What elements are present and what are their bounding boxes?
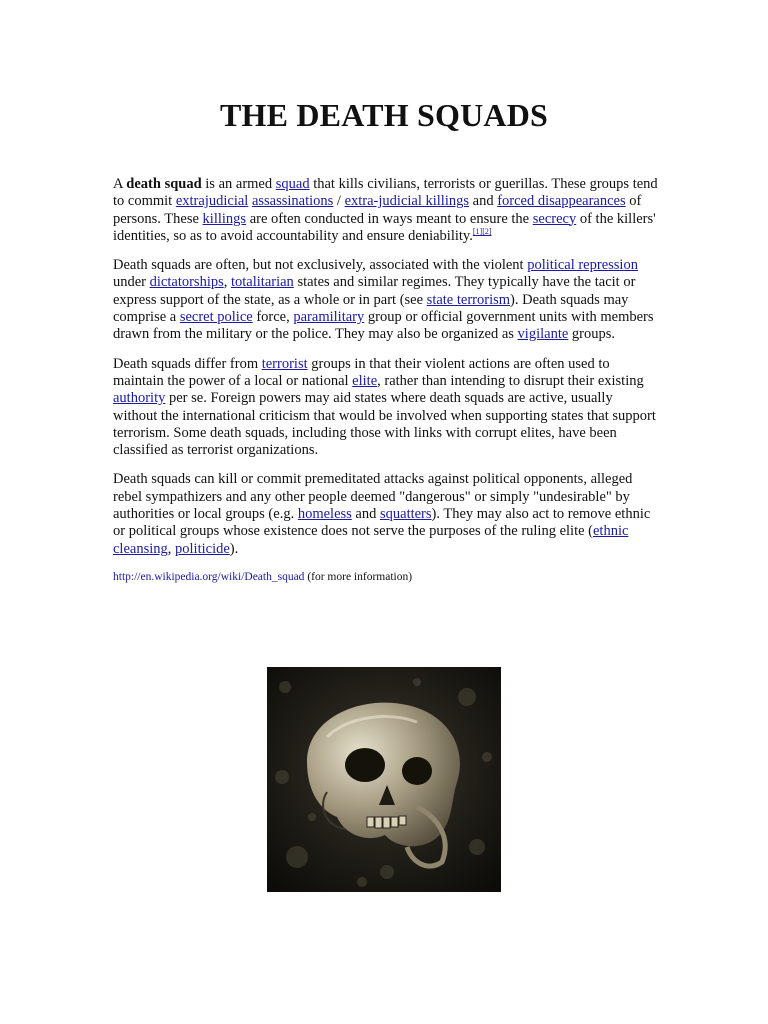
link-terrorist[interactable]: terrorist [261, 355, 308, 372]
link-elite[interactable]: elite [352, 372, 378, 389]
link-assassinations[interactable]: assassinations [251, 193, 334, 210]
link-killings[interactable]: killings [202, 210, 247, 227]
link-politicide[interactable]: politicide [175, 540, 230, 557]
link-secrecy[interactable]: secrecy [532, 210, 577, 227]
paragraph-association [113, 257, 658, 343]
source-line [113, 570, 658, 584]
skull-photo [267, 667, 501, 892]
text: per se. Foreign powers may aid states where death squads are active, usually without the international criticism that would be involved when supporting states that support terrorism. Some death squads, including those with links with corrupt elites, have been classified as terrorist organizations. [113, 390, 656, 459]
text: force, [252, 309, 294, 326]
text: Death squads are often, but not exclusively, associated with the violent [113, 257, 528, 274]
article-body [113, 176, 658, 596]
text: groups in that their violent actions are often used to maintain the power of a local or national [113, 355, 610, 389]
text: and [469, 193, 498, 210]
paragraph-difference [113, 356, 658, 460]
citation-1[interactable]: [1] [472, 226, 483, 236]
link-authority[interactable]: authority [113, 390, 166, 407]
link-forced-disappearances[interactable]: forced disappearances [497, 193, 626, 210]
link-squad[interactable]: squad [275, 176, 310, 192]
link-extrajudicial[interactable]: extrajudicial [175, 193, 249, 210]
link-vigilante[interactable]: vigilante [517, 326, 569, 343]
text: , [167, 540, 176, 557]
text: A [113, 176, 127, 192]
text: under [113, 274, 150, 291]
link-ethnic-cleansing[interactable]: ethnic cleansing [113, 523, 629, 557]
text: , rather than intending to disrupt their existing [377, 372, 644, 389]
text: of persons. These [113, 193, 642, 227]
source-url-link[interactable]: http://en.wikipedia.org/wiki/Death_squad [113, 570, 305, 583]
text: group or official government units with members drawn from the military or the police. They may also be organized as [113, 309, 654, 343]
text: , [223, 274, 231, 291]
citations [473, 227, 492, 236]
text: / [333, 193, 345, 210]
text: of the killers' identities, so as to avoid accountability and ensure deniability. [113, 210, 656, 244]
text: is an armed [201, 176, 276, 192]
text: ). [229, 540, 239, 557]
text: Death squads differ from [113, 355, 262, 372]
link-homeless[interactable]: homeless [297, 506, 352, 523]
link-political-repression[interactable]: political repression [527, 257, 638, 274]
page-title: THE DEATH SQUADS [219, 97, 548, 133]
text: ). They may also act to remove ethnic or political groups whose existence does not serve the purposes of the ruling elite ( [113, 506, 651, 540]
paragraph-intro [113, 176, 658, 245]
text: ). Death squads may comprise a [113, 291, 629, 326]
term-death-squad: death squad [126, 176, 202, 192]
citation-2[interactable]: [2] [482, 226, 492, 236]
text: states and similar regimes. They typically have the tacit or express support of the state, as a whole or in part (see [113, 274, 636, 308]
link-extra-judicial-killings[interactable]: extra-judicial killings [344, 193, 470, 210]
text: groups. [568, 326, 616, 343]
paragraph-targets [113, 471, 658, 557]
text: and [351, 506, 380, 523]
text: Death squads can kill or commit premeditated attacks against political opponents, alleged rebel sympathizers and any other people deemed "dangerous" or simply "undesirable" by authorities or local groups (e.g. [113, 471, 633, 523]
text: are often conducted in ways meant to ensure the [246, 210, 533, 227]
link-state-terrorism[interactable]: state terrorism [426, 291, 511, 308]
link-totalitarian[interactable]: totalitarian [231, 274, 294, 291]
link-paramilitary[interactable]: paramilitary [293, 309, 365, 326]
link-dictatorships[interactable]: dictatorships [149, 274, 224, 291]
source-note: (for more information) [304, 570, 413, 583]
link-squatters[interactable]: squatters [379, 506, 432, 523]
link-secret-police[interactable]: secret police [179, 309, 253, 326]
skull-illustration [267, 667, 501, 892]
text: that kills civilians, terrorists or guerillas. These groups tend to commit [113, 176, 658, 210]
